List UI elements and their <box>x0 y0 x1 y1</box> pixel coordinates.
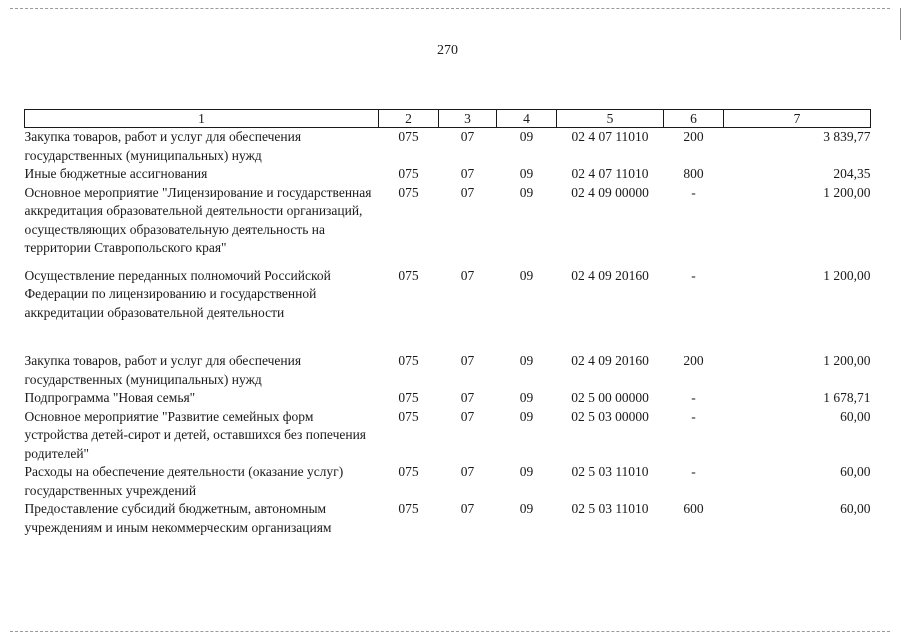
scan-edge-right <box>900 8 901 40</box>
row-ministry-code: 075 <box>398 166 419 181</box>
row-section: 07 <box>460 390 475 405</box>
scan-edge-bottom <box>10 631 890 632</box>
row-description: Осуществление переданных полномочий Российской Федерации по лицензированию и государственной аккредитации образовательной деятельности <box>24 267 331 320</box>
row-section: 07 <box>460 408 475 424</box>
row-amount: 1 200,00 <box>823 267 871 283</box>
table-row <box>25 500 871 537</box>
row-amount: 1 678,71 <box>823 390 871 405</box>
page-number: 270 <box>437 43 458 58</box>
row-expense-type: 200 <box>683 129 704 144</box>
table-header-row <box>25 110 871 128</box>
table-row <box>25 184 871 258</box>
row-target-article: 02 5 03 11010 <box>571 464 649 479</box>
row-subsection: 09 <box>519 129 534 144</box>
row-section: 07 <box>460 267 475 283</box>
row-description: Закупка товаров, работ и услуг для обеспечения государственных (муниципальных) нужд <box>24 129 302 163</box>
row-ministry-code: 075 <box>398 353 419 368</box>
row-target-article: 02 4 09 00000 <box>571 184 649 200</box>
row-section: 07 <box>460 129 475 144</box>
row-description: Основное мероприятие "Лицензирование и государственная аккредитация образовательной деятельности организаций, осуществляющих образовательную деятельность на территории Ставропольского края" <box>24 184 372 255</box>
row-subsection: 09 <box>519 166 534 181</box>
row-subsection: 09 <box>519 267 534 283</box>
row-expense-type: - <box>691 464 696 479</box>
row-expense-type: - <box>691 408 696 424</box>
table-row <box>25 352 871 389</box>
row-target-article: 02 4 09 20160 <box>571 267 649 283</box>
row-description: Основное мероприятие "Развитие семейных форм устройства детей-сирот и детей, оставшихся без попечения родителей" <box>24 408 367 461</box>
table-row <box>25 165 871 184</box>
row-section: 07 <box>460 353 475 368</box>
column-header-3: 3 <box>439 110 497 128</box>
row-description: Закупка товаров, работ и услуг для обеспечения государственных (муниципальных) нужд <box>24 353 302 387</box>
row-description: Иные бюджетные ассигнования <box>24 166 208 181</box>
row-target-article: 02 4 07 11010 <box>571 166 649 181</box>
row-expense-type: - <box>691 267 696 283</box>
row-ministry-code: 075 <box>398 129 419 144</box>
row-section: 07 <box>460 464 475 479</box>
row-section: 07 <box>460 166 475 181</box>
row-ministry-code: 075 <box>398 267 419 283</box>
row-description: Подпрограмма "Новая семья" <box>24 390 196 405</box>
column-header-4: 4 <box>497 110 557 128</box>
budget-table <box>24 109 871 537</box>
row-target-article: 02 5 00 00000 <box>571 390 649 405</box>
table-row <box>25 408 871 464</box>
row-subsection: 09 <box>519 184 534 200</box>
table-row <box>25 463 871 500</box>
table-row <box>25 128 871 166</box>
row-ministry-code: 075 <box>398 184 419 200</box>
table-body <box>25 128 871 538</box>
row-expense-type: - <box>691 184 696 200</box>
row-amount: 1 200,00 <box>823 353 871 368</box>
row-ministry-code: 075 <box>398 464 419 479</box>
row-amount: 204,35 <box>833 166 871 181</box>
row-ministry-code: 075 <box>398 408 419 424</box>
row-subsection: 09 <box>519 353 534 368</box>
row-amount: 60,00 <box>840 464 871 479</box>
row-amount: 60,00 <box>840 501 871 516</box>
row-subsection: 09 <box>519 390 534 405</box>
row-amount: 3 839,77 <box>823 129 871 144</box>
row-ministry-code: 075 <box>398 501 419 516</box>
row-section: 07 <box>460 184 475 200</box>
column-header-2: 2 <box>379 110 439 128</box>
row-expense-type: 600 <box>683 501 704 516</box>
row-expense-type: 200 <box>683 353 704 368</box>
row-subsection: 09 <box>519 501 534 516</box>
row-target-article: 02 5 03 11010 <box>571 501 649 516</box>
row-amount: 60,00 <box>840 408 871 424</box>
row-amount: 1 200,00 <box>823 184 871 200</box>
column-header-7: 7 <box>724 110 871 128</box>
row-expense-type: - <box>691 390 696 405</box>
row-target-article: 02 4 07 11010 <box>571 129 649 144</box>
row-ministry-code: 075 <box>398 390 419 405</box>
row-expense-type: 800 <box>683 166 704 181</box>
row-target-article: 02 5 03 00000 <box>571 408 649 424</box>
row-subsection: 09 <box>519 464 534 479</box>
row-description: Предоставление субсидий бюджетным, автономным учреждениям и иным некоммерческим организациям <box>24 501 332 535</box>
column-header-6: 6 <box>664 110 724 128</box>
row-subsection: 09 <box>519 408 534 424</box>
column-header-5: 5 <box>557 110 664 128</box>
scan-edge-top <box>10 8 890 9</box>
row-target-article: 02 4 09 20160 <box>571 353 649 368</box>
table-row <box>25 258 871 353</box>
row-section: 07 <box>460 501 475 516</box>
row-description: Расходы на обеспечение деятельности (оказание услуг) государственных учреждений <box>24 464 344 498</box>
column-header-1: 1 <box>25 110 379 128</box>
table-row <box>25 389 871 408</box>
